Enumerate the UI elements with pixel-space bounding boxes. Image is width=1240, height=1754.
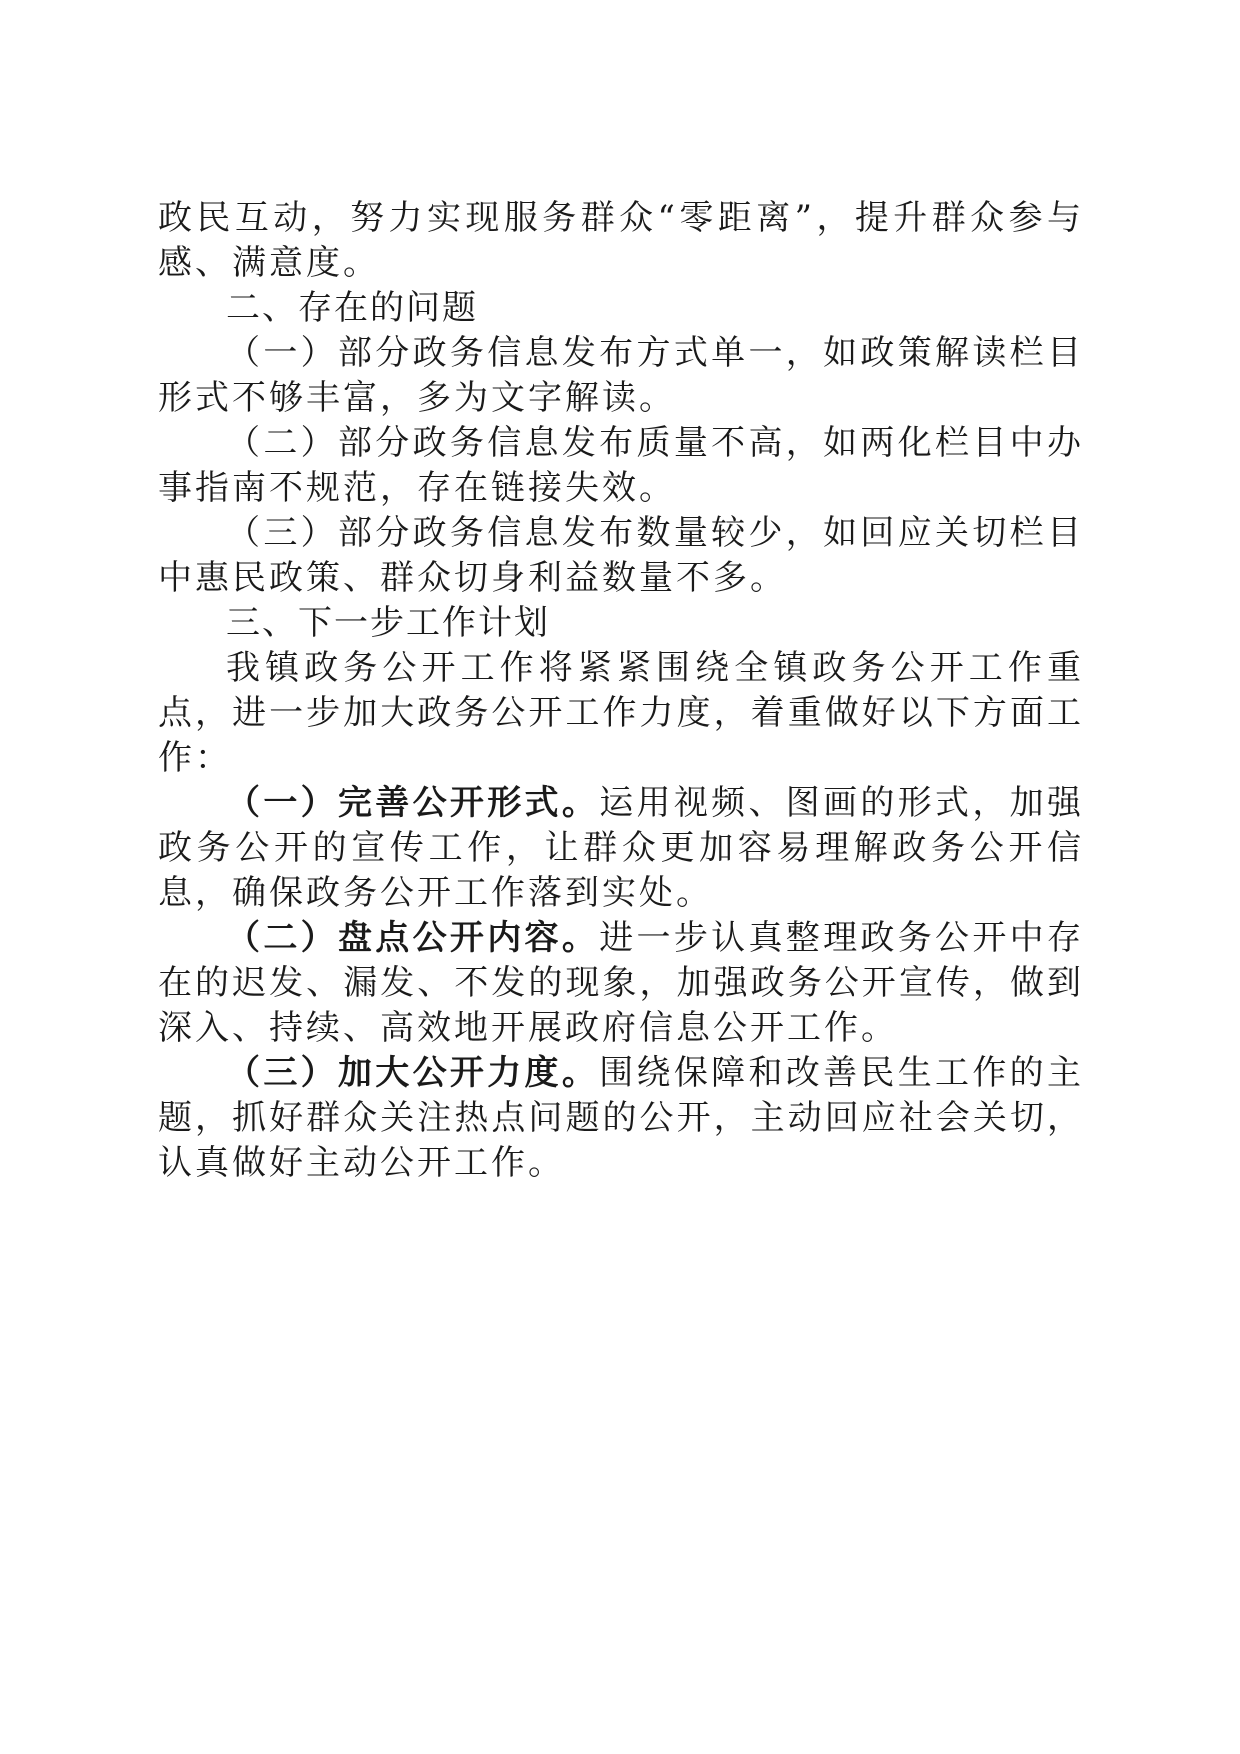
- section-heading-next-steps: 三、下一步工作计划: [226, 603, 550, 643]
- section-heading-problems: 二、存在的问题: [226, 288, 478, 328]
- plan-item-2-lead: （二）盘点公开内容。: [226, 918, 600, 958]
- plan-item-3: [158, 1051, 1084, 1186]
- problem-item-2: （二）部分政务信息发布质量不高，如两化栏目中办事指南不规范，存在链接失效。: [158, 423, 1084, 508]
- plan-item-1: [158, 781, 1084, 916]
- plan-item-3-body: 围绕保障和改善民生工作的主题，抓好群众关注热点问题的公开，主动回应社会关切，认真做好主动公开工作。: [158, 1053, 1085, 1183]
- plan-item-2-body: 进一步认真整理政务公开中存在的迟发、漏发、不发的现象，加强政务公开宣传，做到深入、持续、高效地开展政府信息公开工作。: [158, 918, 1085, 1048]
- next-steps-intro: 我镇政务公开工作将紧紧围绕全镇政务公开工作重点，进一步加大政务公开工作力度，着重做好以下方面工作：: [158, 648, 1084, 778]
- intro-continuation: 政民互动，努力实现服务群众“零距离”，提升群众参与感、满意度。: [158, 198, 1084, 283]
- plan-item-1-lead: （一）完善公开形式。: [226, 783, 600, 823]
- problem-item-1: （一）部分政务信息发布方式单一，如政策解读栏目形式不够丰富，多为文字解读。: [158, 333, 1084, 418]
- problem-item-3: （三）部分政务信息发布数量较少，如回应关切栏目中惠民政策、群众切身利益数量不多。: [158, 513, 1084, 598]
- plan-item-3-lead: （三）加大公开力度。: [226, 1053, 600, 1093]
- document-page: [158, 196, 1084, 1186]
- plan-item-2: [158, 916, 1084, 1051]
- plan-item-1-body: 运用视频、图画的形式，加强政务公开的宣传工作，让群众更加容易理解政务公开信息，确保政务公开工作落到实处。: [158, 783, 1085, 913]
